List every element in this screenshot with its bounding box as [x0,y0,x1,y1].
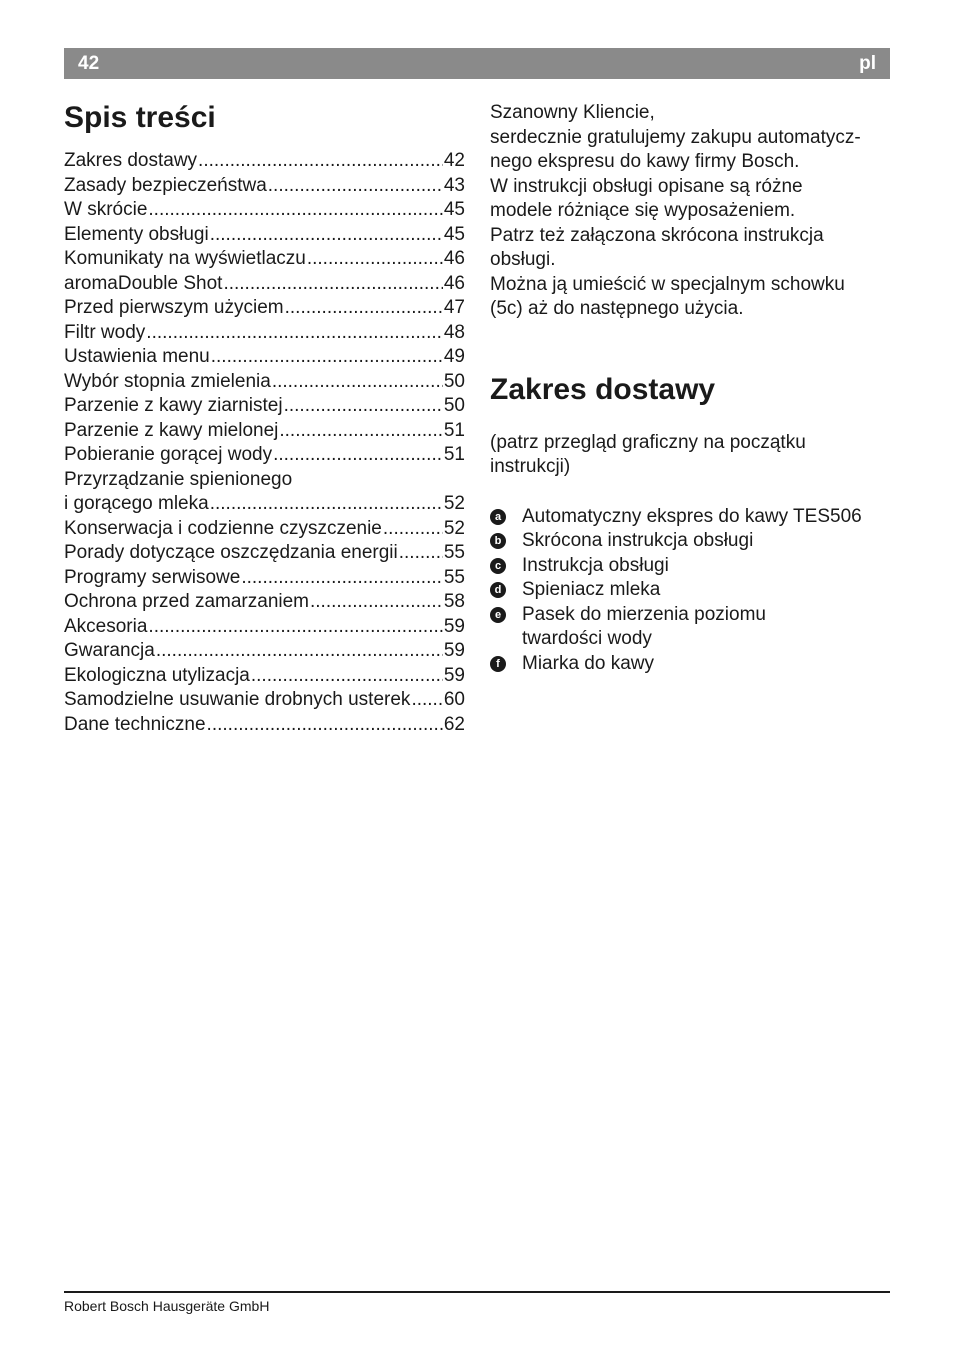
toc-dot-leader [273,443,443,468]
toc-dot-leader [210,492,443,517]
toc-entry [64,247,465,272]
toc-entry [64,590,465,615]
toc-entry [64,321,465,346]
toc-entry [64,419,465,444]
delivery-item-text [522,529,753,554]
intro-line: serdecznie gratulujemy zakupu automatycz- [490,126,861,148]
toc-entry-page: 60 [443,689,465,710]
toc-entry-page: 59 [443,615,465,637]
delivery-note [490,431,890,480]
toc-entry [64,345,465,370]
toc-entry-page: 45 [443,223,465,245]
intro-line: (5c) aż do następnego użycia. [490,298,744,319]
toc-entry-title: Samodzielne usuwanie drobnych usterek [64,689,411,710]
toc-entry [64,664,465,689]
delivery-item-text [522,554,669,579]
toc-entry [64,272,465,297]
toc-entry-page: 52 [443,493,465,514]
toc-dot-leader [223,272,442,297]
toc-entry-title: Zasady bezpieczeństwa [64,174,267,196]
toc-dot-leader [272,370,443,395]
toc-dot-leader [411,688,442,713]
toc-entry-title: Porady dotyczące oszczędzania energii [64,542,398,563]
footer-company: Robert Bosch Hausgeräte GmbH [64,1298,270,1314]
delivery-item [490,505,890,530]
toc-entry [64,394,465,419]
intro-line: Szanowny Kliencie, [490,102,655,123]
toc-entry-page: 48 [443,321,465,343]
toc-entry-title: Ustawienia menu [64,346,210,367]
toc-entry [64,492,465,517]
toc-entry-page: 51 [443,444,465,465]
table-of-contents [64,96,465,737]
toc-entry-title: Ekologiczna utylizacja [64,664,250,686]
delivery-item-text [522,578,660,603]
delivery-item-line: Spieniacz mleka [522,579,661,600]
item-marker-icon: c [490,558,506,574]
toc-entry [64,566,465,591]
toc-dot-leader [156,639,443,664]
toc-entry-page: 52 [443,517,465,539]
delivery-item-text [522,652,654,677]
toc-entry-title: Dane techniczne [64,713,206,735]
item-marker-icon: d [490,582,506,598]
toc-entry-page: 50 [443,395,465,416]
delivery-item-line: twardości wody [522,628,652,649]
toc-entry-page: 59 [443,640,465,661]
delivery-item-line: Miarka do kawy [522,652,654,674]
toc-entry-page: 45 [443,199,465,220]
language-code: pl [859,52,876,74]
delivery-item [490,603,890,652]
toc-dot-leader [383,517,443,542]
toc-list [64,149,465,737]
toc-entry-page: 59 [443,664,465,686]
toc-entry [64,149,465,174]
toc-entry-page: 51 [443,419,465,441]
item-marker-icon: b [490,533,506,549]
item-marker-icon: f [490,656,506,672]
toc-entry-page: 46 [443,272,465,294]
toc-entry-title: W skrócie [64,199,148,220]
toc-dot-leader [279,419,442,444]
toc-entry [64,174,465,199]
intro-line: obsługi. [490,249,556,270]
delivery-section-title: Zakres dostawy [490,372,716,406]
toc-entry [64,615,465,640]
toc-dot-leader [207,713,443,738]
delivery-item [490,529,890,554]
toc-dot-leader [307,247,443,272]
toc-entry-title: Filtr wody [64,321,146,343]
toc-entry-title: Wybór stopnia zmielenia [64,370,271,392]
intro-line: modele różniące się wyposażeniem. [490,200,796,221]
toc-entry [64,639,465,664]
toc-entry [64,688,465,713]
toc-entry-title: Parzenie z kawy mielonej [64,419,279,441]
toc-entry-title: Gwarancja [64,640,155,661]
intro-line: Można ją umieścić w specjalnym schowku [490,273,845,295]
intro-text [490,101,890,322]
toc-dot-leader [211,345,443,370]
toc-entry-title: Parzenie z kawy ziarnistej [64,395,283,416]
toc-entry [64,370,465,395]
toc-entry-title: Akcesoria [64,615,148,637]
toc-dot-leader [310,590,443,615]
toc-entry-page: 46 [443,248,465,269]
toc-dot-leader [399,541,443,566]
delivery-item-line: Automatyczny ekspres do kawy TES506 [522,505,862,527]
toc-entry-title: Ochrona przed zamarzaniem [64,591,309,612]
toc-entry-page: 50 [443,370,465,392]
toc-entry-page: 42 [443,150,465,171]
delivery-item-line: Pasek do mierzenia poziomu [522,603,766,625]
toc-entry-title: Konserwacja i codzienne czyszczenie [64,517,382,539]
toc-entry-title: i gorącego mleka [64,493,209,514]
toc-entry [64,296,465,321]
page-header-bar [64,48,890,79]
toc-dot-leader [268,174,443,199]
toc-entry-page: 49 [443,346,465,367]
toc-dot-leader [148,615,442,640]
toc-dot-leader [284,394,443,419]
delivery-item [490,554,890,579]
toc-entry-title: Programy serwisowe [64,566,241,588]
toc-entry-page: 43 [443,174,465,196]
toc-dot-leader [198,149,443,174]
page-number: 42 [78,52,100,74]
toc-entry-title-line: Przyrządzanie spienionego [64,468,293,490]
toc-entry [64,541,465,566]
toc-entry-title: Zakres dostawy [64,150,198,171]
delivery-item [490,578,890,603]
toc-entry-title: Komunikaty na wyświetlaczu [64,248,306,269]
delivery-items-list [490,505,890,677]
footer-divider [64,1291,890,1293]
toc-dot-leader [146,321,443,346]
delivery-item-text [522,505,862,530]
toc-entry-page: 55 [443,566,465,588]
toc-dot-leader [251,664,443,689]
toc-entry-title: aromaDouble Shot [64,272,223,294]
toc-title: Spis treści [64,101,216,134]
item-marker-icon: e [490,607,506,623]
delivery-note-line: instrukcji) [490,456,571,477]
delivery-item-line: Instrukcja obsługi [522,554,669,576]
toc-entry-page: 62 [443,713,465,735]
toc-entry-title: Elementy obsługi [64,223,209,245]
toc-dot-leader [148,198,442,223]
toc-entry-page: 58 [443,591,465,612]
right-column [490,101,890,676]
delivery-item [490,652,890,677]
intro-line: nego ekspresu do kawy firmy Bosch. [490,151,800,172]
toc-entry [64,223,465,248]
toc-entry-title: Przed pierwszym użyciem [64,297,284,318]
delivery-item-text [522,603,766,652]
toc-entry [64,713,465,738]
toc-entry [64,198,465,223]
toc-entry-title: Pobieranie gorącej wody [64,444,273,465]
delivery-item-line: Skrócona instrukcja obsługi [522,530,754,551]
toc-dot-leader [241,566,443,591]
intro-line: Patrz też załączona skrócona instrukcja [490,224,824,246]
toc-dot-leader [210,223,443,248]
item-marker-icon: a [490,509,506,525]
delivery-note-line: (patrz przegląd graficzny na początku [490,431,806,453]
toc-entry [64,517,465,542]
toc-entry-page: 47 [443,297,465,318]
intro-line: W instrukcji obsługi opisane są różne [490,175,803,197]
toc-dot-leader [285,296,443,321]
toc-entry [64,443,465,468]
toc-entry-page: 55 [443,542,465,563]
